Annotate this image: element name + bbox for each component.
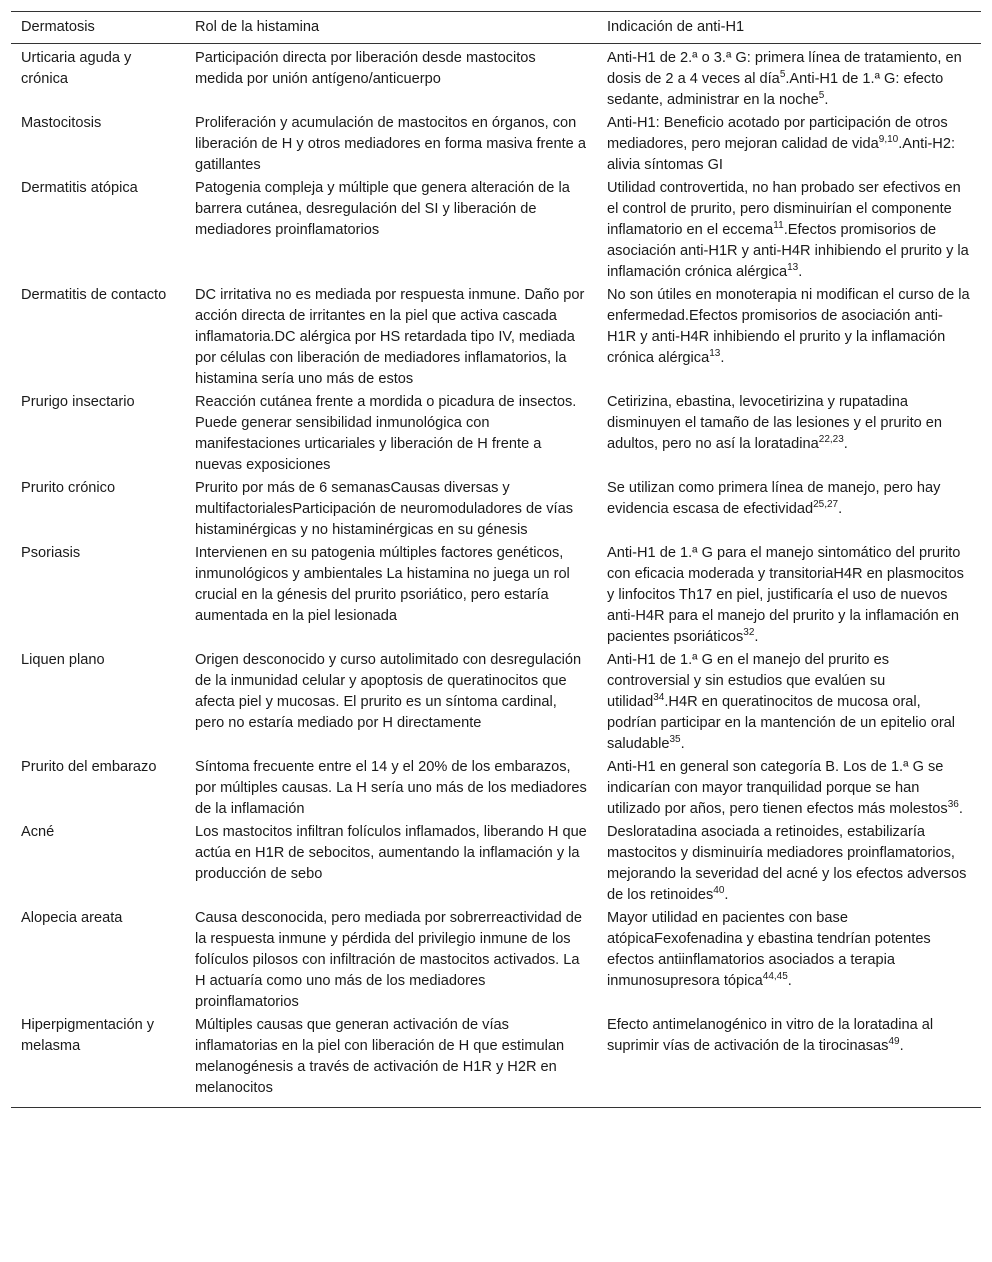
cell-text: Anti-H1 de 1.ª G para el manejo sintomático del prurito con eficacia moderada y transitoriaH4R en plasmocitos y linfocitos Th17 en piel, justificaría el uso de nuevos anti-H4R para el manejo del prurito y la inflamación en pacientes psoriáticos — [607, 545, 964, 645]
cell-text: Desloratadina asociada a retinoides, estabilizaría mastocitos y disminuiría mediadores proinflamatorios, mejorando la severidad del acné y los efectos adversos de los retinoides — [607, 824, 967, 903]
cell-text: Múltiples causas que generan activación de vías inflamatorias en la piel con liberación de H que estimulan melanogénesis a través de activación de H1R y H2R en melanocitos — [195, 1017, 565, 1096]
table-row — [11, 44, 981, 113]
cell-text: Origen desconocido y curso autolimitado con desregulación de la inmunidad celular y apoptosis de queratinocitos que afecta piel y mucosas. El prurito es un síntoma cardinal, pero no estaría mediado por H directamente — [195, 652, 582, 731]
cell-rol-histamina — [185, 649, 597, 756]
reference-superscript: 32 — [743, 627, 755, 639]
table-row — [11, 391, 981, 477]
cell-text: Patogenia compleja y múltiple que genera alteración de la barrera cutánea, desregulación del SI y liberación de mediadores proinflamatorios — [195, 180, 570, 238]
cell-rol-histamina — [185, 1014, 597, 1108]
cell-text: Reacción cutánea frente a mordida o picadura de insectos. Puede generar sensibilidad inmunológica con manifestaciones urticariales y liberación de H frente a nuevas exposiciones — [195, 394, 577, 473]
reference-superscript: 34 — [653, 692, 665, 704]
cell-text: Anti-H1 de 2.ª o 3.ª G: primera línea de tratamiento, en dosis de 2 a 4 veces al día — [607, 50, 962, 87]
cell-indicacion — [597, 649, 981, 756]
cell-dermatosis: Mastocitosis — [21, 115, 102, 131]
reference-superscript: 25,27 — [813, 499, 839, 511]
cell-rol-histamina — [185, 542, 597, 649]
cell-rol-histamina — [185, 477, 597, 542]
cell-dermatosis: Dermatitis atópica — [21, 180, 138, 196]
cell-text: Cetirizina, ebastina, levocetirizina y rupatadina disminuyen el tamaño de las lesiones y el prurito en adultos, pero no así la loratadina — [607, 394, 943, 452]
header-dermatosis: Dermatosis — [11, 12, 185, 44]
cell-text: Los mastocitos infiltran folículos inflamados, liberando H que actúa en H1R de sebocitos, aumentando la inflamación y la producción de sebo — [195, 824, 587, 882]
cell-text: Prurito por más de 6 semanasCausas diversas y multifactorialesParticipación de neuromoduladores de vías histaminérgicas y no histaminérgicas en su génesis — [195, 480, 574, 538]
cell-text: Proliferación y acumulación de mastocitos en órganos, con liberación de H y otros mediadores en forma masiva frente a gatillantes — [195, 115, 586, 173]
cell-rol-histamina — [185, 821, 597, 907]
table-row — [11, 542, 981, 649]
cell-text: .Anti-H2: alivia síntomas GI — [607, 136, 956, 173]
cell-text: . — [754, 629, 759, 645]
table-container — [11, 11, 981, 1108]
cell-dermatosis: Liquen plano — [21, 652, 105, 668]
table-row — [11, 907, 981, 1014]
cell-text: . — [838, 501, 843, 517]
cell-text: . — [899, 1038, 904, 1054]
cell-indicacion — [597, 44, 981, 113]
cell-text: . — [843, 436, 848, 452]
reference-superscript: 35 — [669, 734, 681, 746]
cell-text: Síntoma frecuente entre el 14 y el 20% de los embarazos, por múltiples causas. La H sería uno más de los mediadores de la inflamación — [195, 759, 587, 817]
cell-text: . — [787, 973, 792, 989]
header-row — [11, 12, 981, 44]
header-rol-histamina: Rol de la histamina — [185, 12, 597, 44]
table-row — [11, 284, 981, 391]
cell-text: . — [724, 887, 729, 903]
cell-text: .Efectos promisorios de asociación anti-H1R y anti-H4R inhibiendo el prurito y la inflamación crónica alérgica — [607, 222, 969, 280]
reference-superscript: 5 — [818, 90, 825, 102]
cell-indicacion — [597, 284, 981, 391]
cell-dermatosis: Prurigo insectario — [21, 394, 135, 410]
cell-text: Anti-H1 en general son categoría B. Los de 1.ª G se indicarían con mayor tranquilidad porque se han utilizado por años, pero tienen efectos más molestos — [607, 759, 948, 817]
table-row — [11, 177, 981, 284]
cell-text: Anti-H1 de 1.ª G en el manejo del prurito es controversial y sin estudios que evalúen su utilidad — [607, 652, 890, 710]
cell-rol-histamina — [185, 44, 597, 113]
table-body — [11, 44, 981, 1108]
cell-text: .Anti-H1 de 1.ª G: efecto sedante, administrar en la noche — [607, 71, 944, 108]
cell-dermatosis: Psoriasis — [21, 545, 81, 561]
reference-superscript: 44,45 — [762, 971, 788, 983]
cell-text: . — [798, 264, 803, 280]
reference-superscript: 13 — [787, 262, 799, 274]
reference-superscript: 5 — [779, 69, 786, 81]
cell-text: . — [720, 350, 725, 366]
cell-text: Causa desconocida, pero mediada por sobrerreactividad de la respuesta inmune y pérdida del privilegio inmune de los folículos pilosos con infiltración de mastocitos activados. La H actuaría como uno más de los mediadores proinflamatorios — [195, 910, 582, 1010]
cell-indicacion — [597, 542, 981, 649]
cell-dermatosis: Hiperpigmentación y melasma — [11, 1014, 185, 1108]
cell-text: Se utilizan como primera línea de manejo, pero hay evidencia escasa de efectividad — [607, 480, 941, 517]
table-row — [11, 821, 981, 907]
reference-superscript: 22,23 — [818, 434, 844, 446]
cell-text: . — [824, 92, 829, 108]
table-header — [11, 12, 981, 44]
reference-superscript: 9,10 — [878, 134, 899, 146]
table-row — [11, 1014, 981, 1108]
cell-text: Utilidad controvertida, no han probado ser efectivos en el control de prurito, pero disminuirían el componente inflamatorio en el eccema — [607, 180, 961, 238]
reference-superscript: 49 — [888, 1036, 900, 1048]
cell-indicacion — [597, 177, 981, 284]
cell-indicacion — [597, 821, 981, 907]
cell-dermatosis: Alopecia areata — [21, 910, 123, 926]
cell-text: Participación directa por liberación desde mastocitos medida por unión antígeno/anticuerpo — [195, 50, 536, 87]
table-row — [11, 112, 981, 177]
cell-indicacion — [597, 477, 981, 542]
cell-indicacion — [597, 756, 981, 821]
cell-text: No son útiles en monoterapia ni modifican el curso de la enfermedad.Efectos promisorios de asociación anti-H1R y anti-H4R inhibiendo el prurito y la inflamación crónica alérgica — [607, 287, 970, 366]
cell-dermatosis: Acné — [21, 824, 55, 840]
reference-superscript: 40 — [713, 885, 725, 897]
cell-text: .H4R en queratinocitos de mucosa oral, podrían participar en la mantención de un epitelio oral saludable — [607, 694, 956, 752]
cell-text: . — [680, 736, 685, 752]
cell-rol-histamina — [185, 907, 597, 1014]
cell-rol-histamina — [185, 177, 597, 284]
dermatosis-antihistamine-table — [11, 11, 981, 1108]
reference-superscript: 13 — [709, 348, 721, 360]
cell-dermatosis: Prurito del embarazo — [21, 759, 157, 775]
cell-indicacion — [597, 112, 981, 177]
cell-text: Intervienen en su patogenia múltiples factores genéticos, inmunológicos y ambientales La histamina no juega un rol crucial en la génesis del prurito psoriático, pero estaría aumentada en la piel lesionada — [195, 545, 570, 624]
cell-indicacion — [597, 907, 981, 1014]
header-indicacion-anti-h1: Indicación de anti-H1 — [597, 12, 981, 44]
cell-text: . — [958, 801, 963, 817]
reference-superscript: 36 — [947, 799, 959, 811]
cell-text: Efecto antimelanogénico in vitro de la loratadina al suprimir vías de activación de la tirocinasas — [607, 1017, 934, 1054]
cell-indicacion — [597, 391, 981, 477]
table-row — [11, 477, 981, 542]
cell-text: Mayor utilidad en pacientes con base atópicaFexofenadina y ebastina tendrían potentes efectos antiinflamatorios asociados a terapia inmunosupresora tópica — [607, 910, 931, 989]
cell-rol-histamina — [185, 112, 597, 177]
cell-dermatosis: Dermatitis de contacto — [21, 287, 167, 303]
table-row — [11, 756, 981, 821]
cell-dermatosis: Urticaria aguda y crónica — [21, 50, 132, 87]
cell-rol-histamina — [185, 391, 597, 477]
cell-rol-histamina — [185, 284, 597, 391]
table-row — [11, 649, 981, 756]
cell-indicacion — [597, 1014, 981, 1108]
cell-text: Anti-H1: Beneficio acotado por participación de otros mediadores, pero mejoran calidad de vida — [607, 115, 948, 152]
cell-dermatosis: Prurito crónico — [21, 480, 116, 496]
cell-text: DC irritativa no es mediada por respuesta inmune. Daño por acción directa de irritantes en la piel que activa cascada inflamatoria.DC alérgica por HS retardada tipo IV, mediada por células con liberación de mediadores inflamatorios, la histamina sería uno más de estos — [195, 287, 585, 387]
reference-superscript: 11 — [773, 220, 784, 232]
cell-rol-histamina — [185, 756, 597, 821]
